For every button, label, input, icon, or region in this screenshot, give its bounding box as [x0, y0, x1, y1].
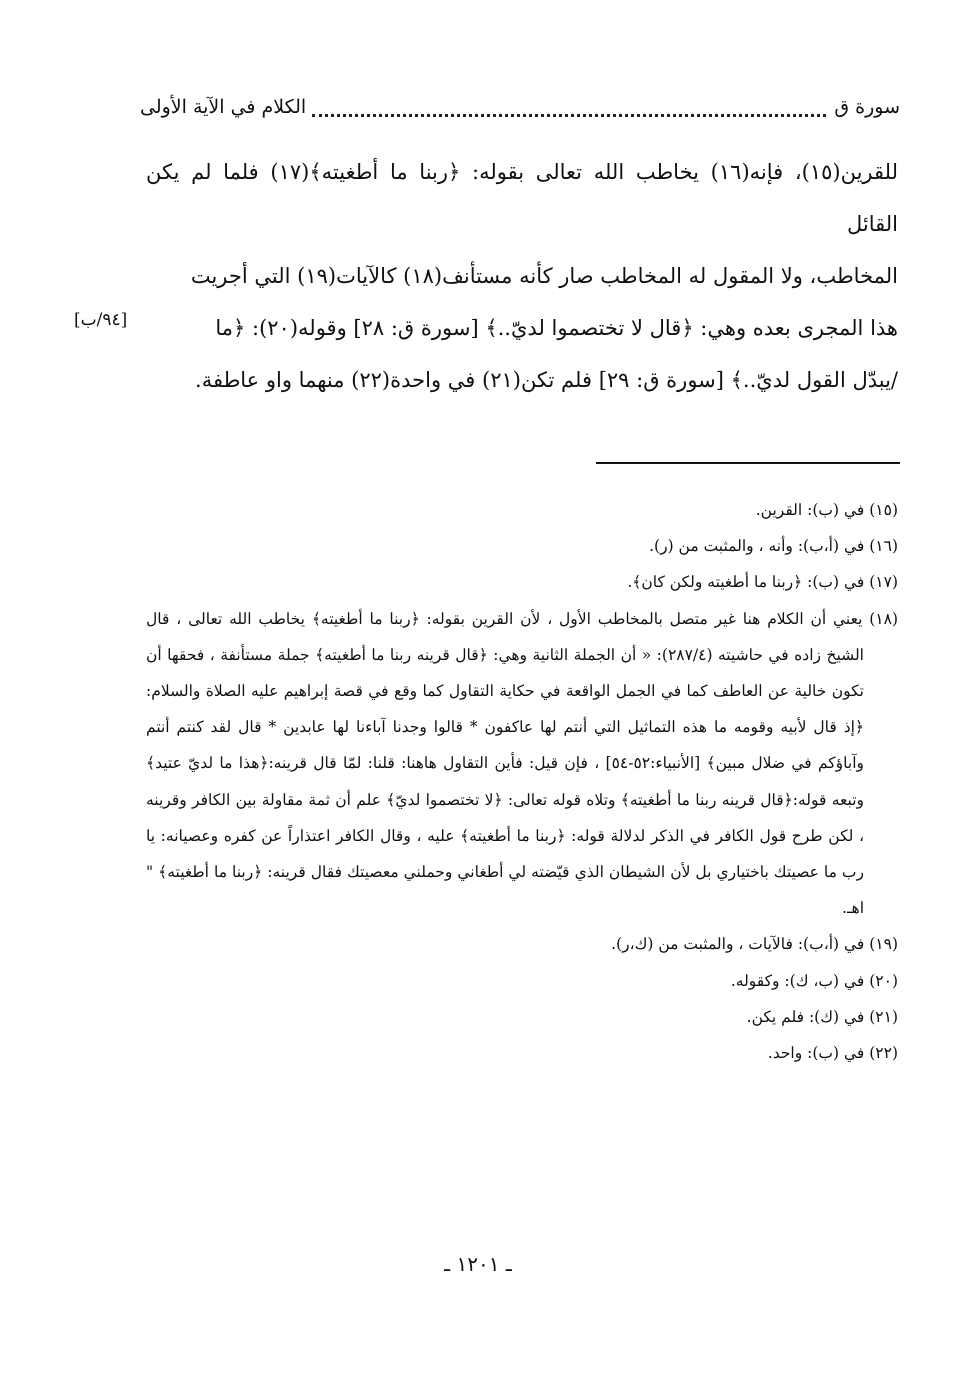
footnote-22: (٢٢) في (ب): واحد.: [767, 1044, 898, 1063]
main-text-line-2: المخاطب، ولا المقول له المخاطب صار كأنه مستأنف(١٨) كالآيات(١٩) التي أجريت: [190, 264, 898, 288]
manuscript-folio-marker: [٩٤/ب]: [74, 310, 128, 330]
main-text: [146, 146, 898, 406]
page-number: ـ ١٢٠١ ـ: [444, 1252, 512, 1276]
footnotes: [146, 492, 898, 1071]
header-chapter: سورة ق: [834, 96, 900, 118]
footnote-19: (١٩) في (أ،ب): فالآيات ، والمثبت من (ك،ر).: [611, 935, 898, 954]
footnote-21: (٢١) في (ك): فلم يكن.: [746, 1007, 898, 1026]
running-header: [140, 96, 900, 130]
footnote-17: (١٧) في (ب): ﴿ربنا ما أطغيته ولكن كان﴾.: [627, 573, 898, 592]
footnote-18: (١٨) يعني أن الكلام هنا غير متصل بالمخاطب الأول ، لأن القرين بقوله: ﴿ربنا ما أطغيته﴾ يخاطب الله تعالى ، قال الشيخ زاده في حاشيته (٢٨٧/٤): « أن الجملة الثانية وهي: ﴿قال قرينه ربنا ما أطغيته﴾ جملة مستأنفة ، فحقها أن تكون خالية عن العاطف كما في الجمل الواقعة في حكاية التقاول كما وقع في قصة إبراهيم عليه الصلاة والسلام: ﴿إذ قال لأبيه وقومه ما هذه التماثيل التي أنتم لها عاكفون * قالوا وجدنا آباءنا لها عابدين * قال لقد كنتم أنتم وآباؤكم في ضلال مبين﴾ [الأنبياء:٥٢-٥٤] ، فإن قيل: فأين التقاول هاهنا: قلنا: لمّا قال قرينه:﴿هذا ما لديّ عتيد﴾ وتبعه قوله:﴿قال قرينه ربنا ما أطغيته﴾ وتلاه قوله تعالى: ﴿لا تختصموا لديّ﴾ علم أن ثمة مقاولة بين الكافر وقرينه ، لكن طرح قول الكافر في الذكر لدلالة قوله: ﴿ربنا ما أطغيته﴾ عليه ، وقال الكافر اعتذاراً عن كفره وعصيانه: يا رب ما عصيتك باختياري بل لأن الشيطان الذي قيّضته لي أطغاني وحملني معصيتك فقال قرينه: ﴿ربنا ما أطغيته﴾ " اهـ.: [146, 609, 898, 918]
header-dot-leader: [312, 102, 826, 117]
header-section: الكلام في الآية الأولى: [140, 96, 307, 118]
main-text-line-4: /يبدّل القول لديّ..﴾ [سورة ق: ٢٩] فلم تكن(٢١) في واحدة(٢٢) منهما واو عاطفة.: [195, 368, 898, 392]
footnote-16: (١٦) في (أ،ب): وأنه ، والمثبت من (ر).: [649, 537, 898, 556]
footnote-separator: [596, 462, 900, 464]
main-text-line-1: للقرين(١٥)، فإنه(١٦) يخاطب الله تعالى بقوله: ﴿ربنا ما أطغيته﴾(١٧) فلما لم يكن القائل: [146, 160, 898, 236]
footnote-20: (٢٠) في (ب، ك): وكقوله.: [730, 971, 898, 990]
main-text-line-3: هذا المجرى بعده وهي: ﴿قال لا تختصموا لديّ..﴾ [سورة ق: ٢٨] وقوله(٢٠): ﴿ما: [215, 316, 898, 340]
footnote-15: (١٥) في (ب): القرين.: [755, 501, 898, 519]
